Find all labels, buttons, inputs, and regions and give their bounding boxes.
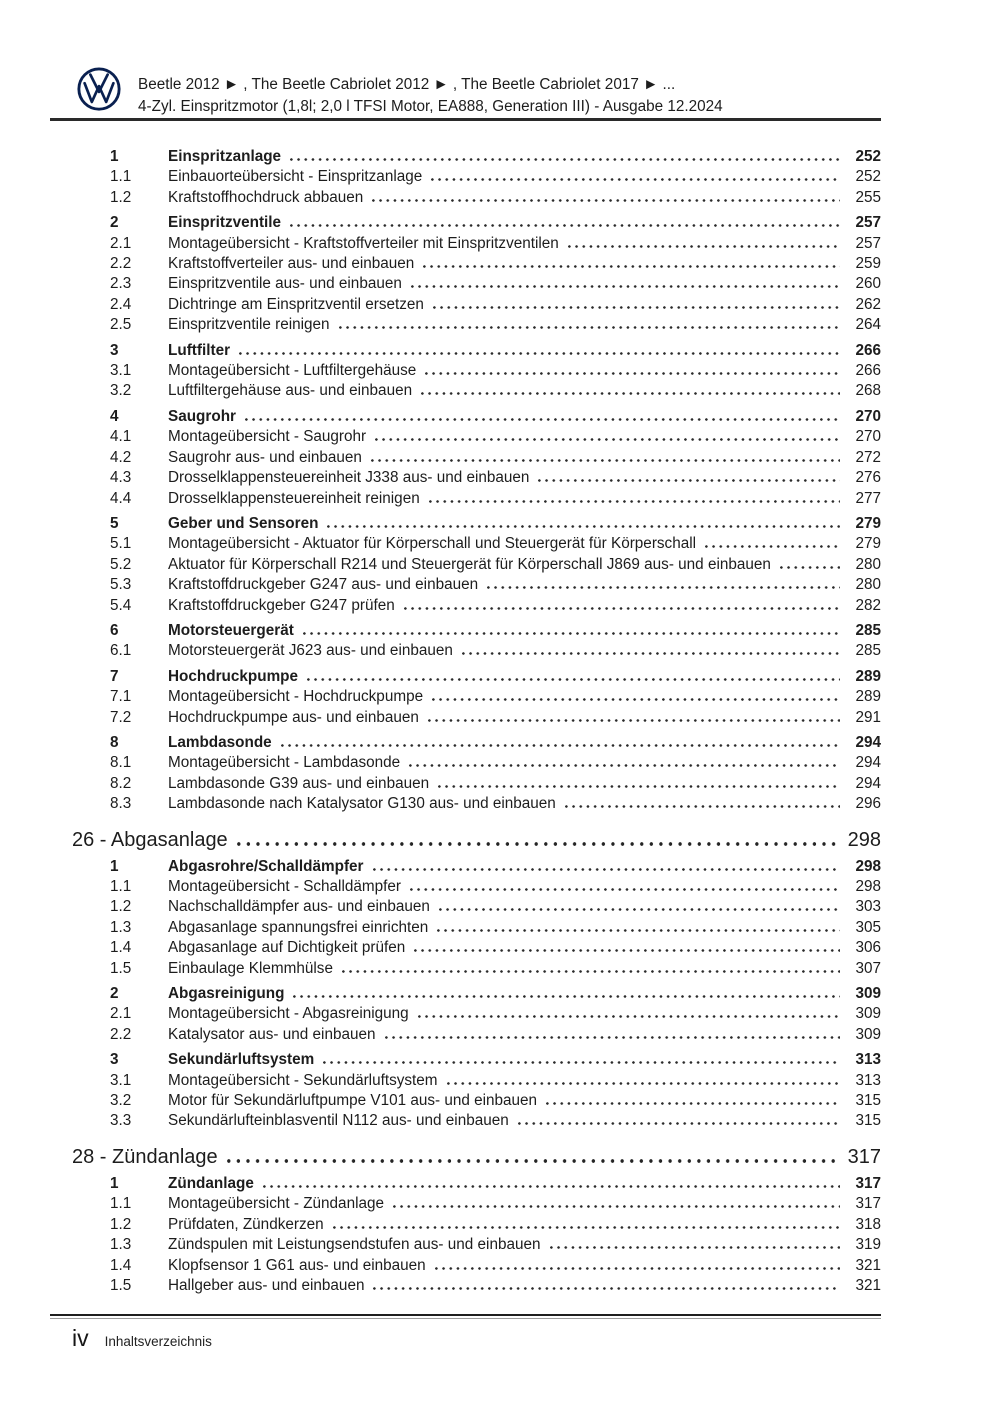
toc-row-number: 1.2: [110, 898, 132, 916]
toc-row: [72, 381, 881, 401]
toc-row: [72, 1071, 881, 1091]
toc-row-page: 282: [855, 596, 881, 614]
dot-leader: [568, 245, 840, 248]
toc-row-title: Motor für Sekundärluftpumpe V101 aus- und einbauen: [168, 1092, 538, 1110]
toc-row-page: 257: [855, 214, 881, 232]
toc-row-number: 1.3: [110, 918, 132, 936]
toc-row-page: 318: [855, 1215, 881, 1233]
toc-row-title: Nachschalldämpfer aus- und einbauen: [168, 898, 430, 916]
toc-row-number: 2.3: [110, 275, 132, 293]
toc-row-number: 2: [110, 985, 119, 1003]
toc-row-number: 6.1: [110, 642, 132, 660]
toc-row: [72, 1004, 881, 1024]
header-rule: [50, 118, 881, 121]
toc-row-title: Kraftstoffdruckgeber G247 aus- und einbauen: [168, 576, 479, 594]
toc-row-title: Lambdasonde G39 aus- und einbauen: [168, 774, 430, 792]
dot-leader: [780, 566, 840, 569]
toc-row-number: 2.1: [110, 1005, 132, 1023]
header-model-line: Beetle 2012 ► , The Beetle Cabriolet 2012 ► , The Beetle Cabriolet 2017 ► ...: [138, 76, 676, 93]
toc-row-page: 268: [855, 382, 881, 400]
toc-row-page: 296: [855, 795, 881, 813]
dot-leader: [263, 1185, 840, 1188]
dot-leader: [550, 1246, 841, 1249]
toc-row-page: 289: [855, 667, 881, 685]
toc-row-page: 313: [855, 1051, 881, 1069]
toc-row: [72, 1276, 881, 1296]
toc-row: [72, 315, 881, 335]
toc-row-title: Kraftstoffhochdruck abbauen: [168, 188, 364, 206]
toc-row-title: 28 - Zündanlage: [72, 1145, 218, 1168]
toc-row-title: Montageübersicht - Abgasreinigung: [168, 1005, 409, 1023]
toc-row: [72, 147, 881, 167]
toc-row-title: Einspritzanlage: [168, 148, 282, 165]
page-footer: [0, 1314, 999, 1350]
dot-leader: [239, 352, 840, 355]
toc-row-page: 255: [855, 188, 881, 206]
toc-row-number: 5.2: [110, 555, 132, 573]
toc-row-title: Montageübersicht - Lambdasonde: [168, 754, 401, 772]
toc-row-page: 276: [855, 469, 881, 487]
toc-row-page: 298: [855, 878, 881, 895]
toc-row-title: Motorsteuergerät J623 aus- und einbauen: [168, 642, 453, 660]
toc-row-number: 1.1: [110, 878, 132, 895]
toc-row-title: Saugrohr: [168, 407, 236, 425]
toc-row-title: Kraftstoffverteiler aus- und einbauen: [168, 255, 415, 273]
toc-row-title: Zündanlage: [168, 1174, 254, 1192]
toc-row-page: 289: [855, 688, 881, 706]
toc-row-page: 279: [855, 514, 881, 532]
toc-row-title: Zündspulen mit Leistungsendstufen aus- und einbauen: [168, 1236, 541, 1254]
toc-row: [72, 448, 881, 468]
toc-row-number: 2: [110, 214, 119, 232]
toc-row-page: 306: [855, 939, 881, 957]
toc-row: [72, 514, 881, 534]
toc-row-number: 5.3: [110, 576, 132, 594]
toc-row-page: 257: [855, 234, 881, 252]
toc-row-page: 298: [855, 857, 881, 875]
toc-row: [72, 254, 881, 274]
toc-row: [72, 489, 881, 509]
toc-row-number: 2.1: [110, 234, 132, 252]
toc-row-page: 259: [855, 255, 881, 273]
toc-row: [72, 213, 881, 233]
dot-leader: [303, 632, 840, 635]
toc-row-number: 5.1: [110, 535, 132, 553]
toc-row-title: Montageübersicht - Kraftstoffverteiler mit Einspritzventilen: [168, 234, 559, 252]
toc-row-title: Prüfdaten, Zündkerzen: [168, 1215, 324, 1233]
toc-row-title: Einbaulage Klemmhülse: [168, 959, 333, 977]
toc-row-title: Hallgeber aus- und einbauen: [168, 1276, 365, 1294]
toc-row-number: 7.1: [110, 688, 132, 706]
dot-leader: [437, 929, 840, 932]
dot-leader: [429, 500, 840, 503]
toc-row-number: 5: [110, 514, 119, 532]
toc-row-number: 1.5: [110, 959, 132, 977]
toc-row: [72, 167, 881, 187]
dot-leader: [546, 1102, 840, 1105]
toc-row-title: Einspritzventile reinigen: [168, 316, 330, 334]
toc-row-page: 272: [855, 448, 881, 466]
toc-row-number: 2.2: [110, 255, 132, 273]
toc-row-number: 6: [110, 621, 119, 639]
toc-row-title: Sekundärluftsystem: [168, 1051, 315, 1069]
toc-row-page: 294: [855, 774, 881, 792]
footer-label: Inhaltsverzeichnis: [104, 1334, 212, 1350]
toc-row-number: 1.4: [110, 939, 132, 957]
toc-row-number: 1.2: [110, 188, 132, 206]
toc-row-title: Einspritzventile: [168, 214, 282, 232]
dot-leader: [293, 995, 840, 998]
toc-row: [72, 341, 881, 361]
toc-row: [72, 828, 881, 852]
toc-row-page: 294: [855, 754, 881, 772]
toc-row-title: Motorsteuergerät: [168, 621, 294, 639]
toc-row: [72, 596, 881, 616]
toc-row: [72, 667, 881, 687]
toc-row: [72, 427, 881, 447]
toc-row-title: Geber und Sensoren: [168, 514, 319, 532]
toc-row-title: Drosselklappensteuereinheit reinigen: [168, 489, 420, 507]
dot-leader: [432, 698, 840, 701]
toc-row-number: 8.2: [110, 774, 132, 792]
dot-leader: [447, 1082, 840, 1085]
toc-row-page: 294: [855, 733, 881, 751]
footer-rule: [50, 1314, 881, 1316]
toc-row-title: Saugrohr aus- und einbauen: [168, 448, 362, 466]
dot-leader: [418, 1015, 840, 1018]
toc-row-number: 4.4: [110, 489, 132, 507]
toc-row: [72, 733, 881, 753]
dot-leader: [439, 908, 840, 911]
toc-row: [72, 1194, 881, 1214]
toc-row-number: 3: [110, 341, 119, 359]
toc-row-number: 1.2: [110, 1215, 132, 1233]
header-engine-line: 4-Zyl. Einspritzmotor (1,8l; 2,0 l TFSI Motor, EA888, Generation III) - Ausgabe 12.2024: [138, 97, 723, 115]
dot-leader: [307, 678, 840, 681]
dot-leader: [410, 888, 840, 891]
dot-leader: [404, 607, 840, 610]
toc-row-title: Katalysator aus- und einbauen: [168, 1025, 376, 1043]
dot-leader: [333, 1226, 840, 1229]
dot-leader: [290, 158, 840, 161]
dot-leader: [373, 868, 840, 871]
toc-row-page: 309: [855, 1005, 881, 1023]
dot-leader: [342, 970, 840, 973]
toc-row-number: 1.1: [110, 1195, 132, 1213]
footer-page-number: iv: [72, 1325, 89, 1352]
toc-row-title: Klopfsensor 1 G61 aus- und einbauen: [168, 1256, 426, 1274]
toc-row-page: 319: [855, 1236, 881, 1254]
dot-leader: [375, 438, 840, 441]
toc-row: [72, 857, 881, 877]
toc-row: [72, 1235, 881, 1255]
toc-row: [72, 1174, 881, 1194]
toc-row-number: 1: [110, 148, 119, 165]
toc-row-page: 266: [855, 341, 881, 359]
toc-row-number: 8.1: [110, 754, 132, 772]
toc-row-page: 309: [855, 985, 881, 1003]
toc-row-number: 2.5: [110, 316, 132, 334]
dot-leader: [409, 764, 840, 767]
toc-row-number: 1.5: [110, 1276, 132, 1294]
toc-row: [72, 295, 881, 315]
toc-row: [72, 794, 881, 814]
toc-row: [72, 575, 881, 595]
dot-leader: [462, 652, 840, 655]
toc-row-title: Abgasrohre/Schalldämpfer: [168, 857, 364, 875]
dot-leader: [385, 1036, 840, 1039]
toc-row-title: Montageübersicht - Luftfiltergehäuse: [168, 362, 417, 380]
toc-row-number: 3.1: [110, 362, 132, 380]
dot-leader: [421, 392, 840, 395]
toc-row: [72, 753, 881, 773]
dot-leader: [323, 1061, 840, 1064]
dot-leader: [565, 805, 840, 808]
toc-row-number: 7.2: [110, 708, 132, 726]
toc-row: [72, 555, 881, 575]
toc-row-title: Dichtringe am Einspritzventil ersetzen: [168, 295, 424, 313]
toc-row: [72, 1215, 881, 1235]
toc-row-title: Montageübersicht - Aktuator für Körperschall und Steuergerät für Körperschall: [168, 535, 697, 553]
toc-row-number: 3: [110, 1051, 119, 1069]
toc-row: [72, 407, 881, 427]
toc-row-page: 277: [855, 489, 881, 507]
toc-row-page: 309: [855, 1025, 881, 1043]
dot-leader: [227, 1159, 840, 1163]
toc-row-number: 4.3: [110, 469, 132, 487]
toc-row-number: 3.3: [110, 1112, 132, 1130]
toc-row-page: 317: [855, 1174, 881, 1192]
toc-row: [72, 361, 881, 381]
dot-leader: [423, 265, 840, 268]
dot-leader: [438, 785, 840, 788]
table-of-contents: [72, 147, 881, 1296]
toc-row-title: Drosselklappensteuereinheit J338 aus- und einbauen: [168, 469, 530, 487]
dot-leader: [414, 949, 840, 952]
toc-row-title: 26 - Abgasanlage: [72, 828, 228, 851]
toc-row: [72, 1091, 881, 1111]
toc-row-title: Montageübersicht - Hochdruckpumpe: [168, 688, 424, 706]
dot-leader: [393, 1205, 840, 1208]
toc-row: [72, 1025, 881, 1045]
dot-leader: [327, 525, 840, 528]
dot-leader: [518, 1122, 840, 1125]
toc-row-page: 285: [855, 621, 881, 639]
toc-row: [72, 1111, 881, 1131]
dot-leader: [339, 326, 840, 329]
toc-row-title: Montageübersicht - Sekundärluftsystem: [168, 1071, 438, 1089]
toc-row-number: 4.1: [110, 428, 132, 446]
vw-logo-icon: [76, 66, 122, 112]
toc-row-title: Hochdruckpumpe: [168, 667, 299, 685]
toc-row: [72, 1256, 881, 1276]
toc-row-page: 279: [855, 535, 881, 553]
footer-rule-shadow: [50, 1318, 881, 1319]
toc-row-number: 1.4: [110, 1256, 132, 1274]
dot-leader: [290, 224, 840, 227]
toc-row-number: 3.2: [110, 1092, 132, 1110]
dot-leader: [281, 744, 840, 747]
toc-row-title: Montageübersicht - Zündanlage: [168, 1195, 384, 1213]
dot-leader: [371, 459, 840, 462]
toc-row-number: 1.1: [110, 168, 132, 186]
toc-row-page: 252: [855, 168, 881, 186]
toc-row: [72, 708, 881, 728]
dot-leader: [433, 306, 840, 309]
toc-row-number: 8.3: [110, 795, 132, 813]
toc-row: [72, 621, 881, 641]
toc-row: [72, 918, 881, 938]
header-text-block: [138, 74, 723, 117]
toc-row: [72, 641, 881, 661]
toc-row: [72, 188, 881, 208]
dot-leader: [373, 1287, 840, 1290]
toc-row-page: 315: [855, 1092, 881, 1110]
page-header: [0, 0, 999, 118]
toc-row: [72, 984, 881, 1004]
toc-row: [72, 468, 881, 488]
toc-row-page: 260: [855, 275, 881, 293]
dot-leader: [435, 1267, 840, 1270]
toc-row-page: 317: [855, 1195, 881, 1213]
toc-row-title: Hochdruckpumpe aus- und einbauen: [168, 708, 419, 726]
dot-leader: [487, 586, 840, 589]
toc-row: [72, 877, 881, 897]
toc-row-page: 305: [855, 918, 881, 936]
toc-row-page: 252: [855, 148, 881, 165]
toc-row-page: 270: [855, 428, 881, 446]
toc-row-page: 264: [855, 316, 881, 334]
toc-row: [72, 234, 881, 254]
toc-row: [72, 959, 881, 979]
toc-row: [72, 897, 881, 917]
toc-row-title: Montageübersicht - Schalldämpfer: [168, 878, 401, 895]
toc-row-page: 285: [855, 642, 881, 660]
toc-row: [72, 687, 881, 707]
toc-row-page: 321: [855, 1276, 881, 1294]
toc-row-page: 307: [855, 959, 881, 977]
toc-row-number: 8: [110, 733, 119, 751]
dot-leader: [425, 372, 840, 375]
toc-row-page: 266: [855, 362, 881, 380]
toc-row-number: 1.3: [110, 1236, 132, 1254]
toc-row-title: Montageübersicht - Saugrohr: [168, 428, 367, 446]
toc-row-page: 313: [855, 1071, 881, 1089]
toc-row-page: 317: [847, 1145, 881, 1168]
dot-leader: [245, 418, 840, 421]
toc-row-title: Abgasanlage spannungsfrei einrichten: [168, 918, 429, 936]
toc-row-page: 262: [855, 295, 881, 313]
toc-row-page: 280: [855, 555, 881, 573]
dot-leader: [411, 285, 840, 288]
toc-row-title: Luftfilter: [168, 341, 231, 359]
dot-leader: [705, 545, 840, 548]
toc-row-number: 4: [110, 407, 119, 425]
toc-row-page: 298: [847, 828, 881, 851]
toc-row-title: Lambdasonde: [168, 733, 272, 751]
toc-row-page: 321: [855, 1256, 881, 1274]
toc-row-number: 1: [110, 1174, 119, 1192]
toc-row-page: 280: [855, 576, 881, 594]
toc-row-title: Einspritzventile aus- und einbauen: [168, 275, 402, 293]
toc-row-title: Abgasreinigung: [168, 985, 285, 1003]
toc-row: [72, 1050, 881, 1070]
dot-leader: [372, 199, 840, 202]
toc-row-title: Abgasanlage auf Dichtigkeit prüfen: [168, 939, 406, 957]
toc-row-title: Kraftstoffdruckgeber G247 prüfen: [168, 596, 395, 614]
toc-row-number: 3.2: [110, 382, 132, 400]
toc-row-number: 7: [110, 667, 119, 685]
toc-row-page: 270: [855, 407, 881, 425]
dot-leader: [237, 842, 840, 846]
dot-leader: [428, 719, 840, 722]
toc-row-title: Lambdasonde nach Katalysator G130 aus- und einbauen: [168, 795, 556, 813]
toc-row: [72, 274, 881, 294]
toc-row-page: 315: [855, 1112, 881, 1130]
toc-row-number: 3.1: [110, 1071, 132, 1089]
toc-row-page: 303: [855, 898, 881, 916]
toc-row-number: 4.2: [110, 448, 132, 466]
toc-row-number: 5.4: [110, 596, 132, 614]
toc-row-title: Luftfiltergehäuse aus- und einbauen: [168, 382, 413, 400]
toc-row: [72, 534, 881, 554]
toc-row-page: 291: [855, 708, 881, 726]
toc-row-title: Einbauorteübersicht - Einspritzanlage: [168, 168, 423, 186]
toc-row-number: 2.4: [110, 295, 132, 313]
toc-row-number: 2.2: [110, 1025, 132, 1043]
dot-leader: [538, 479, 840, 482]
toc-row: [72, 938, 881, 958]
toc-row: [72, 1145, 881, 1169]
toc-row-title: Sekundärlufteinblasventil N112 aus- und einbauen: [168, 1112, 509, 1130]
toc-row: [72, 774, 881, 794]
toc-row-title: Aktuator für Körperschall R214 und Steuergerät für Körperschall J869 aus- und einbauen: [168, 555, 771, 573]
dot-leader: [431, 178, 840, 181]
toc-row-number: 1: [110, 857, 119, 875]
